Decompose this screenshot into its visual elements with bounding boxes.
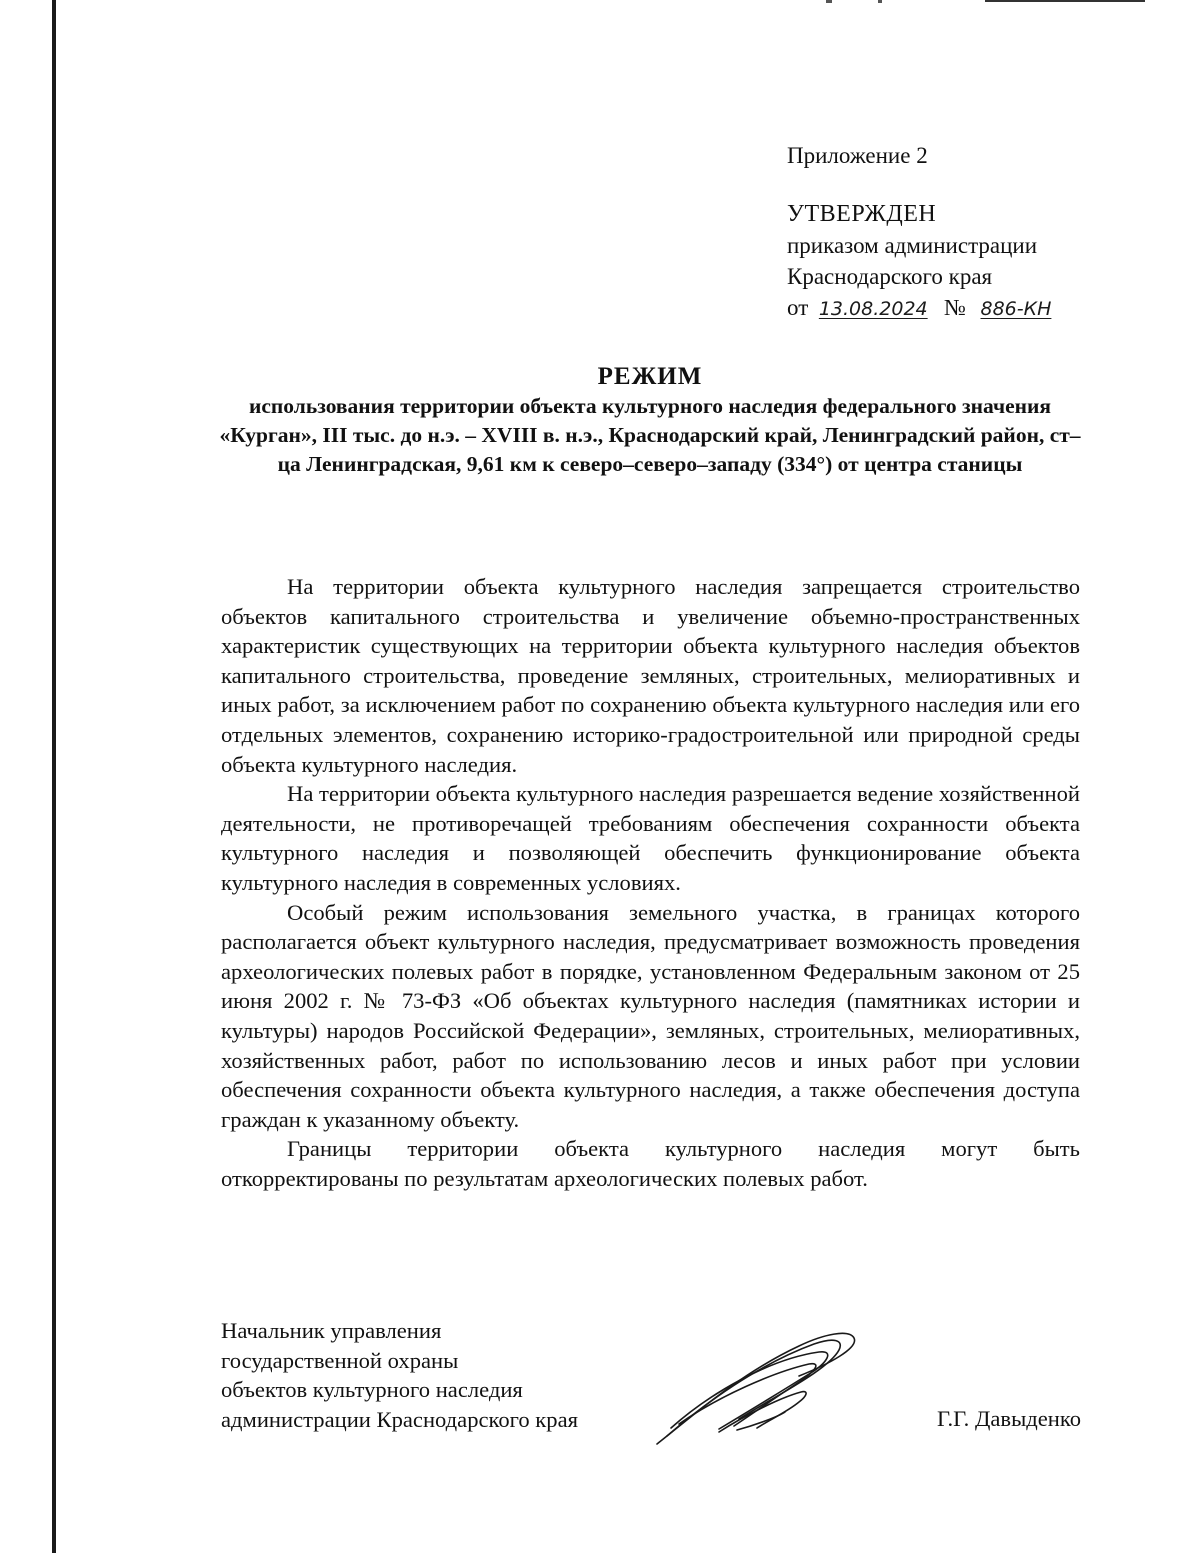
document-title: РЕЖИМ xyxy=(597,363,703,390)
order-number: 886-КН xyxy=(980,298,1052,320)
body-paragraph: На территории объекта культурного наследия запрещается строительство объектов капитального строительства и увеличение объемно-пространственных характеристик существующих на территории объекта культурного наследия объектов капитального строительства, проведение земляных, строительных, мелиоративных и иных работ, за исключением работ по сохранению объекта культурного наследия или его отдельных элементов, сохранению историко-градостроительной или природной среды объекта культурного наследия. xyxy=(221,574,1080,777)
order-number-sign: № xyxy=(944,295,966,320)
scan-mark xyxy=(826,0,832,3)
scan-edge-top xyxy=(985,0,1145,2)
scan-edge-left xyxy=(52,0,56,1553)
document-body xyxy=(221,572,1080,1193)
signer-position-line: государственной охраны xyxy=(221,1347,459,1373)
handwritten-signature xyxy=(649,1324,859,1449)
signature-block xyxy=(221,1316,1081,1446)
appendix-block xyxy=(787,140,1187,325)
order-line: приказом администрации xyxy=(787,233,1038,258)
signer-position-line: объектов культурного наследия xyxy=(221,1377,523,1403)
body-paragraph: На территории объекта культурного наследия разрешается ведение хозяйственной деятельности, не противоречащей требованиям обеспечения сохранности объекта культурного наследия и позволяющей обеспечить функционирование объекта культурного наследия в современных условиях. xyxy=(221,781,1080,895)
body-paragraph: Особый режим использования земельного участка, в границах которого располагается объект культурного наследия, предусматривает возможность проведения археологических полевых работ в порядке, установленном Федеральным законом от 25 июня 2002 г. № 73-ФЗ «Об объектах культурного наследия (памятниках истории и культуры) народов Российской Федерации», земляных, строительных, мелиоративных, хозяйственных работ, работ по использованию лесов и иных работ при условии обеспечения сохранности объекта культурного наследия, а также обеспечения доступа граждан к указанному объекту. xyxy=(221,899,1080,1132)
order-prefix: от xyxy=(787,295,809,320)
body-paragraph: Границы территории объекта культурного наследия могут быть откорректированы по результатам археологических полевых работ. xyxy=(221,1136,1080,1191)
signer-position-line: Начальник управления xyxy=(221,1318,442,1343)
order-number-line xyxy=(787,292,1187,325)
signer-name: Г.Г. Давыденко xyxy=(936,1406,1081,1431)
document-subtitle: использования территории объекта культурного наследия федерального значения «Курган», III тыс. до н.э. – XVIII в. н.э., Краснодарский край, Ленинградский район, ст–ца Ленинградская, 9,61 км к северо–северо–западу (334°) от центра станицы xyxy=(219,394,1081,476)
appendix-label: Приложение 2 xyxy=(787,143,928,168)
order-line: Краснодарского края xyxy=(787,264,993,289)
order-date: 13.08.2024 xyxy=(818,298,928,320)
approved-label: УТВЕРЖДЕН xyxy=(787,201,937,227)
scan-mark xyxy=(878,0,882,3)
signer-position-line: администрации Краснодарского края xyxy=(221,1406,578,1432)
signer-position xyxy=(221,1316,578,1434)
